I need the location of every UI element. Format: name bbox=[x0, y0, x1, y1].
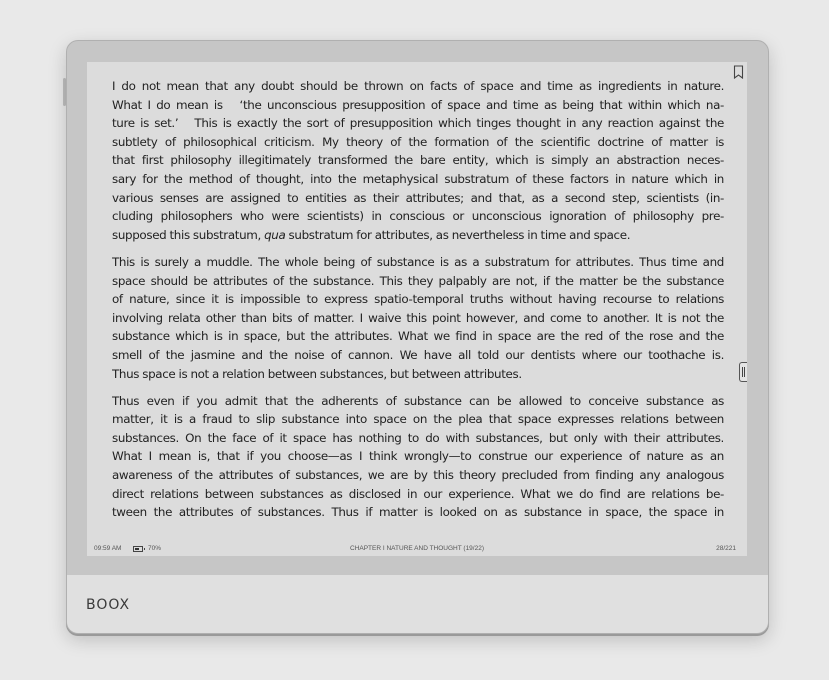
paragraph-1 bbox=[112, 77, 724, 244]
brand-logo: BOOX bbox=[86, 597, 131, 613]
paragraph-3 bbox=[112, 392, 724, 522]
bookmark-icon[interactable] bbox=[733, 65, 744, 79]
text-line: What I mean is, that if you choose—as I think wrongly—to construe our experience of nature as an bbox=[112, 449, 724, 464]
text-line: ture is set.’ This is exactly the sort of presupposition which tinges thought in any reaction against the bbox=[112, 116, 724, 131]
scroll-handle-icon[interactable] bbox=[739, 362, 747, 382]
text-line: direct relations between substances as disclosed in our experience. What we do find are relations be- bbox=[112, 486, 724, 501]
text-line bbox=[112, 226, 724, 245]
text-line: sary for the method of thought, into the metaphysical substratum of these factors in nature which in bbox=[112, 171, 724, 186]
text-line: of nature, since it is impossible to express spatio-temporal truths without having recourse to relations bbox=[112, 292, 724, 307]
battery-percent: 70% bbox=[148, 545, 162, 552]
text-line: involving relata other than bits of matter. I waive this point however, and come to another. It is not the bbox=[112, 310, 724, 325]
text-segment: supposed this substratum, bbox=[112, 227, 265, 242]
text-line: subtlety of philosophical criticism. My theory of the formation of the scientific doctrine of matter is bbox=[112, 134, 724, 149]
paragraph-2 bbox=[112, 253, 724, 383]
text-line: cluding philosophers who were scientists) in conscious or unconscious ignoration of philosophy pre- bbox=[112, 209, 724, 224]
text-line: smell of the jasmine and the noise of cannon. We have all told our dentists where our toothache is. bbox=[112, 347, 724, 362]
text-line: matter, it is a fraud to slip substance into space on the plea that space expresses relations between bbox=[112, 412, 724, 427]
text-line: tween the attributes of substances. Thus if matter is looked on as substance in space, the space in bbox=[112, 505, 724, 520]
text-line: Thus even if you admit that the adherents of substance can be allowed to conceive substance as bbox=[112, 393, 724, 408]
text-line: substances. On the face of it space has nothing to do with substances, but only with their attributes. bbox=[112, 430, 724, 445]
clock-time: 09:59 AM bbox=[94, 545, 122, 552]
text-line: various senses are assigned to entities as their attributes; and that, as a second step, scientists (in- bbox=[112, 190, 724, 205]
text-line: awareness of the attributes of substances, we are by this theory precluded from finding any analogous bbox=[112, 468, 724, 483]
status-bar bbox=[87, 543, 747, 556]
reader-screen bbox=[87, 62, 747, 556]
device-chin bbox=[67, 575, 768, 633]
italic-term: qua bbox=[264, 227, 286, 242]
text-segment: substratum for attributes, as nevertheless in time and space. bbox=[285, 227, 631, 242]
text-line: I do not mean that any doubt should be thrown on facts of space and time as ingredients in nature. bbox=[112, 79, 724, 93]
text-line: that first philosophy illegitimately transformed the bare entity, which is simply an abstraction neces- bbox=[112, 153, 724, 168]
text-line: substance which is in space, but the attributes. What we find in space are the red of the rose and the bbox=[112, 329, 724, 344]
text-line: What I do mean is ‘the unconscious presupposition of space and time as being that within which na- bbox=[112, 97, 724, 112]
text-line: space should be attributes of the substance. This they palpably are not, if the matter be the substance bbox=[112, 273, 724, 288]
ereader-device bbox=[66, 40, 769, 634]
page-number[interactable]: 28/221 bbox=[716, 545, 736, 552]
book-text bbox=[112, 77, 724, 530]
chapter-title[interactable]: CHAPTER I NATURE AND THOUGHT (19/22) bbox=[350, 545, 484, 552]
text-line: Thus space is not a relation between substances, but between attributes. bbox=[112, 366, 522, 381]
text-line: This is surely a muddle. The whole being of substance is as a substratum for attributes. Thus time and bbox=[112, 254, 724, 269]
